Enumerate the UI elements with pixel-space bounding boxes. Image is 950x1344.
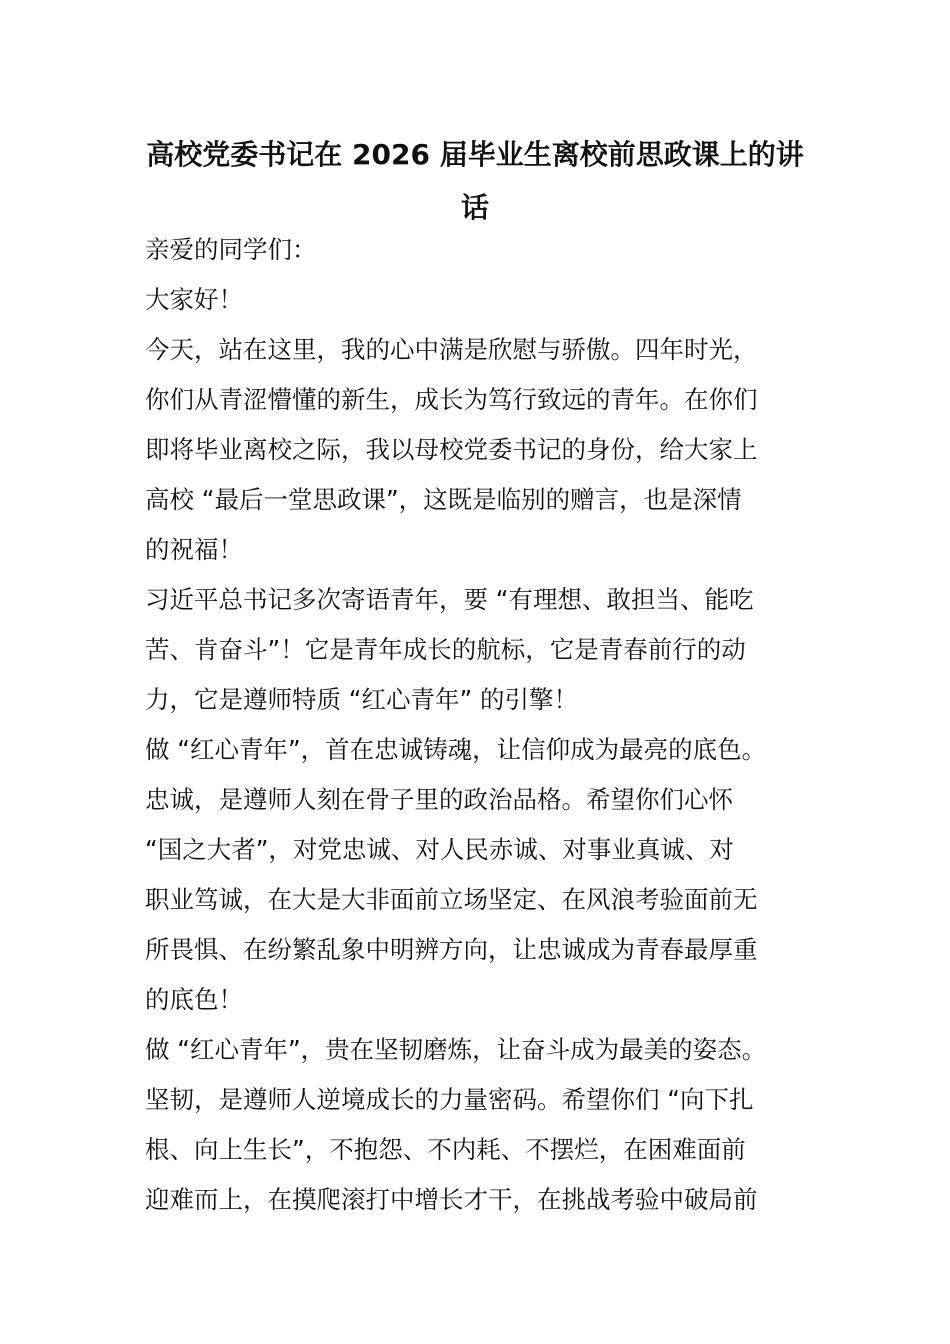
title-line: 话: [460, 191, 489, 224]
page-title: [120, 128, 830, 234]
salutation: 亲爱的同学们：: [145, 235, 317, 264]
body-text-line: 习近平总书记多次寄语青年，要 “有理想、敢担当、能吃: [145, 585, 754, 614]
body-text-line: 苦、肯奋斗”！它是青年成长的航标，它是青春前行的动: [145, 635, 746, 664]
body-text-line: 忠诚，是遵师人刻在骨子里的政治品格。希望你们心怀: [145, 785, 733, 814]
greeting: 大家好！: [145, 285, 243, 314]
document-body: [145, 225, 810, 1225]
body-text-line: 职业笃诚，在大是大非面前立场坚定、在风浪考验面前无: [145, 885, 758, 914]
body-text-line: 做 “红心青年”，贵在坚韧磨炼，让奋斗成为最美的姿态。: [145, 1035, 767, 1064]
body-text-line: 今天，站在这里，我的心中满是欣慰与骄傲。四年时光，: [145, 335, 758, 364]
body-text-line: 迎难而上，在摸爬滚打中增长才干，在挑战考验中破局前: [145, 1185, 758, 1214]
body-text-line: 你们从青涩懵懂的新生，成长为笃行致远的青年。在你们: [145, 385, 758, 414]
body-text-line: 所畏惧、在纷繁乱象中明辨方向，让忠诚成为青春最厚重: [145, 935, 758, 964]
body-text-line: 坚韧，是遵师人逆境成长的力量密码。希望你们 “向下扎: [145, 1085, 754, 1114]
body-text-line: 根、向上生长”，不抱怨、不内耗、不摆烂，在困难面前: [145, 1135, 746, 1164]
body-text-line: “国之大者”，对党忠诚、对人民赤诚、对事业真诚、对: [145, 835, 734, 864]
body-text-line: 的祝福！: [145, 535, 243, 564]
title-line: 高校党委书记在 2026 届毕业生离校前思政课上的讲: [146, 138, 804, 171]
body-text-line: 即将毕业离校之际，我以母校党委书记的身份，给大家上: [145, 435, 758, 464]
body-text-line: 的底色！: [145, 985, 243, 1014]
body-text-line: 力，它是遵师特质 “红心青年” 的引擎！: [145, 685, 578, 714]
body-text-line: 做 “红心青年”，首在忠诚铸魂，让信仰成为最亮的底色。: [145, 735, 767, 764]
body-text-line: 高校 “最后一堂思政课”，这既是临别的赠言，也是深情: [145, 485, 742, 514]
